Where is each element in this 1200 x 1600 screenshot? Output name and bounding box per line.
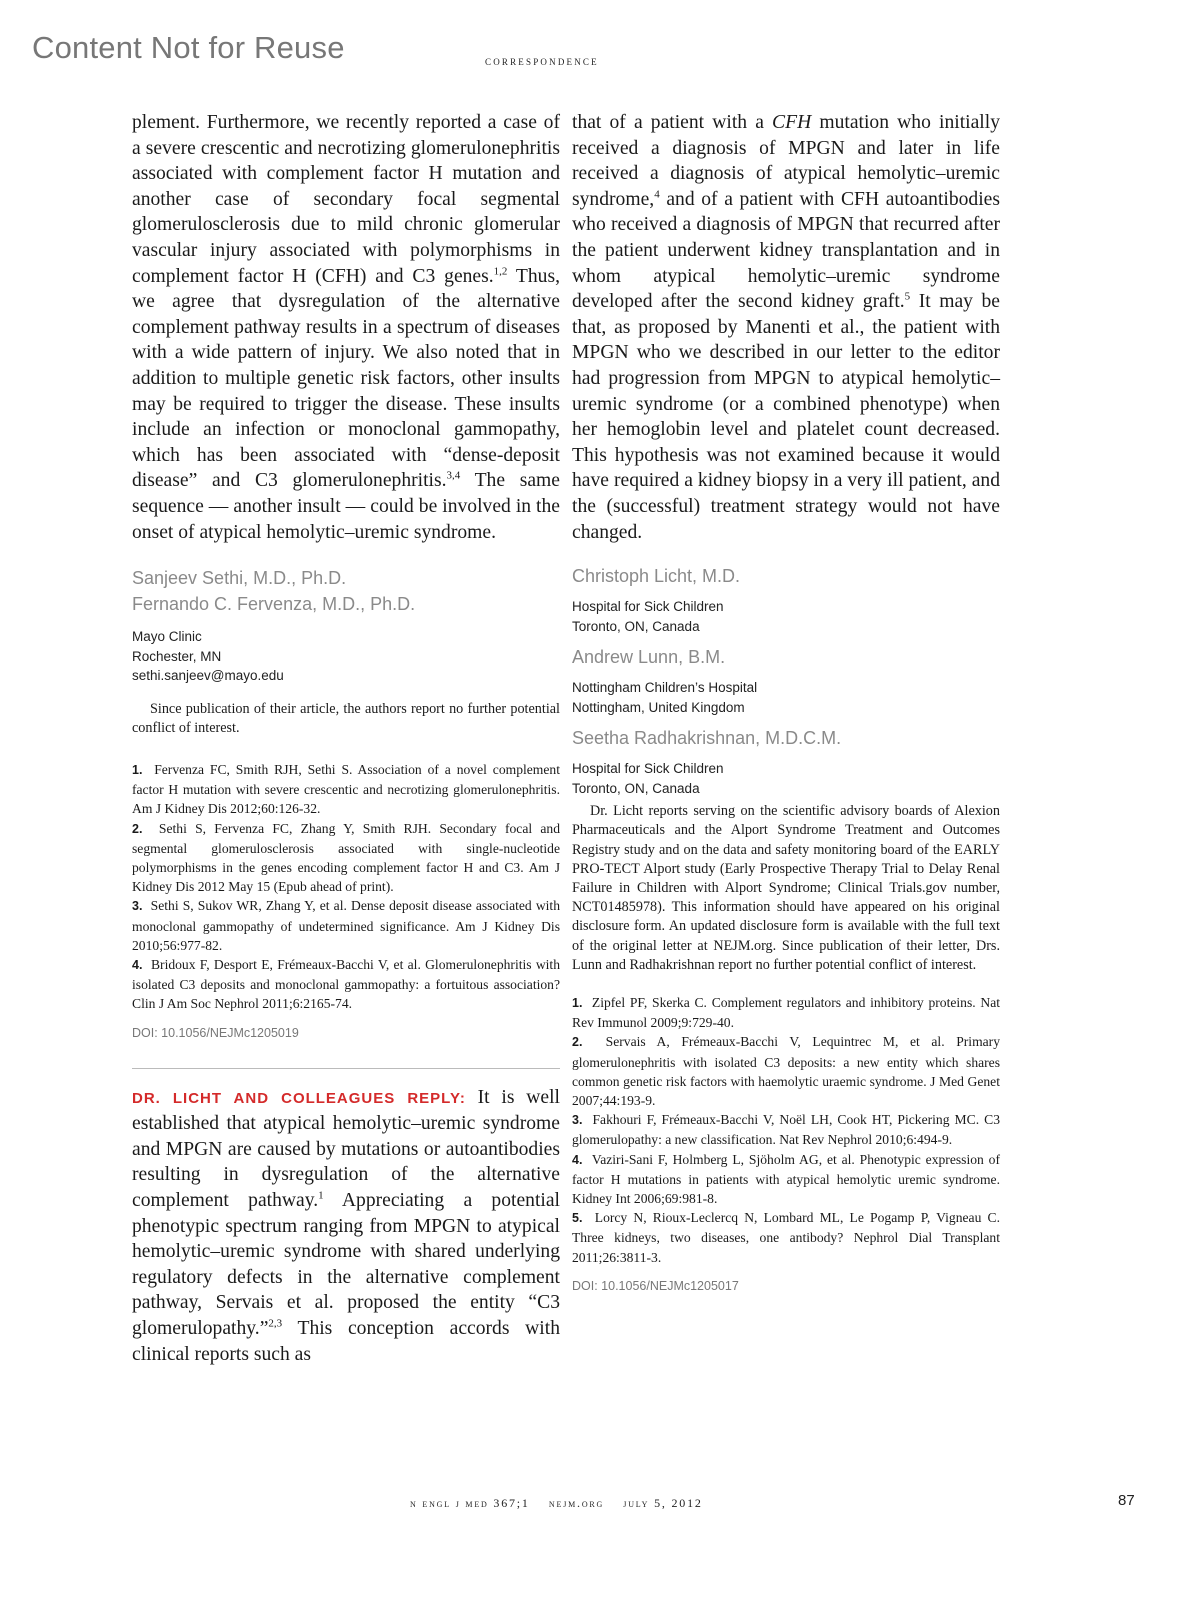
reference-text: Bridoux F, Desport E, Frémeaux-Bacchi V, et al. Glomerulonephritis with isolated C3 deposits and monoclonal gammopathy: a fortuitous association? Clin J Am Soc Nephrol 2011;6:2165-74. [132, 957, 561, 1012]
affiliation-location: Toronto, ON, Canada [572, 618, 700, 634]
reference-text: Servais A, Frémeaux-Bacchi V, Lequintrec M, et al. Primary glomerulonephritis with isolated C3 deposits: a new entity which shares common genetic risk factors with haemolytic uraemic syndrome. J Med Genet 2007;44:193-9. [572, 1034, 1001, 1108]
author-name: Fernando C. Fervenza, M.D., Ph.D. [132, 594, 416, 615]
affiliation: Nottingham Children’s Hospital [572, 680, 758, 696]
reference-number: 3. [132, 899, 143, 914]
reference-item [572, 1150, 1000, 1209]
reference-text: Vaziri-Sani F, Holmberg L, Sjöholm AG, et al. Phenotypic expression of factor H mutations in patients with atypical hemolytic uremic syndrome. Kidney Int 2006;69:981-8. [572, 1151, 1000, 1206]
reference-item [572, 993, 1000, 1032]
reference-text: Sethi S, Fervenza FC, Zhang Y, Smith RJH. Secondary focal and segmental glomerulosclerosis associated with single-nucleotide polymorphisms in the genes encoding complement factor H and C3. Am J Kidney Dis 2012 May 15 (Epub ahead of print). [132, 820, 560, 895]
affiliation-location: Rochester, MN [132, 648, 222, 664]
reply-body [132, 1085, 560, 1368]
reference-number: 3. [572, 1113, 583, 1128]
reference-item [132, 955, 560, 1014]
reference-number: 1. [572, 995, 583, 1010]
reference-number: 2. [132, 821, 143, 836]
body-text: Thus, we agree that dysregulation of the alternative complement pathway results in a spectrum of diseases with a wide pattern of injury. We also noted that in addition to multiple genetic risk factors, other insults may be required to trigger the disease. These insults include an infection or monoclonal gammopathy, which has been associated with “dense-deposit disease” and C3 glomerulonephritis. [132, 265, 560, 492]
reference-list [132, 760, 560, 1014]
author-name: Sanjeev Sethi, M.D., Ph.D. [132, 568, 347, 589]
citation: 1 [318, 1189, 324, 1202]
body-text: Appreciating a potential phenotypic spectrum ranging from MPGN to atypical hemolytic–uremic syndrome with shared underlying regulatory defects in the alternative complement pathway, Servais et al. proposed the entity “C3 glomerulopathy.” [132, 1190, 560, 1339]
reference-text: Lorcy N, Rioux-Leclercq N, Lombard ML, Le Pogamp P, Vigneau C. Three kidneys, two diseases, one antibody? Nephrol Dial Transplant 2011;26:3811-3. [572, 1210, 1000, 1265]
reference-item [572, 1110, 1000, 1149]
citation: 5 [904, 290, 911, 303]
disclosure: Since publication of their article, the authors report no further potential conflict of interest. [132, 700, 560, 736]
letter-body [132, 110, 560, 545]
reply-body-continued [572, 110, 1000, 545]
author-name: Andrew Lunn, B.M. [572, 647, 726, 668]
reference-item [132, 896, 560, 955]
left-column [132, 110, 560, 1367]
body-text: and of a patient with CFH autoantibodies who received a diagnosis of MPGN that recurred after the patient underwent kidney transplantation and in whom atypical hemolytic–uremic syndrome developed after the second kidney graft. [572, 188, 1000, 313]
disclosure: Dr. Licht reports serving on the scientific advisory boards of Alexion Pharmaceuticals and the Alport Syndrome Treatment and Outcomes Registry study and on the data and safety monitoring board of the EARLY PRO-TECT Alport study (Early Prospective Therapy Trial to Delay Renal Failure in Children with Alport Syndrome; Clinical Trials.gov number, NCT01485978). This information should have appeared on his original disclosure form. An updated disclosure form is available with the full text of the original letter at NEJM.org. Since publication of their letter, Drs. Lunn and Radhakrishnan report no further potential conflict of interest. [572, 803, 1000, 973]
reference-item [572, 1032, 1000, 1110]
reference-text: Fervenza FC, Smith RJH, Sethi S. Association of a novel complement factor H mutation with severe crescentic and necrotizing glomerulonephritis. Am J Kidney Dis 2012;60:126-32. [132, 762, 560, 817]
reference-number: 2. [572, 1035, 583, 1050]
author-name: Seetha Radhakrishnan, M.D.C.M. [572, 728, 842, 749]
body-text: It is well established that atypical hemolytic–uremic syndrome and MPGN are caused by mutations or autoantibodies resulting in dysregulation of the alternative complement pathway. [132, 1086, 560, 1212]
reference-item [132, 760, 560, 819]
running-head: correspondence [485, 53, 599, 68]
affiliation-location: Toronto, ON, Canada [572, 780, 700, 796]
watermark: Content Not for Reuse [32, 30, 345, 65]
reference-number: 5. [572, 1211, 583, 1226]
affiliation-location: Nottingham, United Kingdom [572, 699, 745, 715]
reply-heading: DR. LICHT AND COLLEAGUES REPLY: [132, 1089, 466, 1107]
right-column [572, 110, 1000, 1293]
body-text: The same sequence — another insult — could be involved in the onset of atypical hemolytic–uremic syndrome. [132, 470, 560, 543]
body-text: This conception accords with clinical reports such as [132, 1317, 560, 1365]
citation: 1,2 [493, 265, 508, 278]
reference-text: Zipfel PF, Skerka C. Complement regulators and inhibitory proteins. Nat Rev Immunol 2009;9:729-40. [572, 994, 1001, 1031]
affiliation: Mayo Clinic [132, 629, 202, 645]
footer-citation: n engl j med 367;1 nejm.org july 5, 2012 [410, 1496, 703, 1510]
reference-number: 4. [572, 1152, 583, 1167]
affiliation: Hospital for Sick Children [572, 599, 724, 615]
reference-list [572, 993, 1000, 1267]
body-text: It may be that, as proposed by Manenti et al., the patient with MPGN who we described in our letter to the editor had progression from MPGN to atypical hemolytic–uremic syndrome (or a combined phenotype) when her hemoglobin level and platelet count decreased. This hypothesis was not examined because it would have required a kidney biopsy in a very ill patient, and the (successful) treatment strategy would not have changed. [572, 291, 1000, 543]
reference-number: 1. [132, 763, 143, 777]
body-text: mutation who initially received a diagnosis of MPGN and later in life received a diagnosis of atypical hemolytic–uremic syndrome, [572, 112, 1000, 210]
citation: 2,3 [268, 1317, 283, 1330]
body-text: plement. Furthermore, we recently reported a case of a severe crescentic and necrotizing glomerulonephritis associated with complement factor H mutation and another case of secondary focal segmental glomerulosclerosis due to mild chronic glomerular vascular injury associated with polymorphisms in complement factor H (CFH) and C3 genes. [132, 112, 560, 287]
citation: 3,4 [446, 469, 461, 482]
gene-name: CFH [772, 112, 812, 133]
reference-text: Sethi S, Sukov WR, Zhang Y, et al. Dense deposit disease associated with monoclonal gammopathy of undetermined significance. Am J Kidney Dis 2010;56:977-82. [132, 898, 560, 953]
citation: 4 [654, 188, 660, 201]
page-number: 87 [1118, 1492, 1135, 1509]
author-email[interactable]: sethi.sanjeev@mayo.edu [132, 668, 284, 684]
doi[interactable]: DOI: 10.1056/NEJMc1205019 [132, 1025, 299, 1040]
reference-number: 4. [132, 958, 143, 973]
body-text: that of a patient with a [572, 112, 773, 133]
reference-item [572, 1208, 1000, 1267]
affiliation: Hospital for Sick Children [572, 761, 724, 777]
doi[interactable]: DOI: 10.1056/NEJMc1205017 [572, 1278, 739, 1293]
author-name: Christoph Licht, M.D. [572, 566, 741, 587]
reference-text: Fakhouri F, Frémeaux-Bacchi V, Noël LH, Cook HT, Pickering MC. C3 glomerulopathy: a new classification. Nat Rev Nephrol 2010;6:494-9. [572, 1112, 1000, 1148]
reference-item [132, 819, 560, 897]
